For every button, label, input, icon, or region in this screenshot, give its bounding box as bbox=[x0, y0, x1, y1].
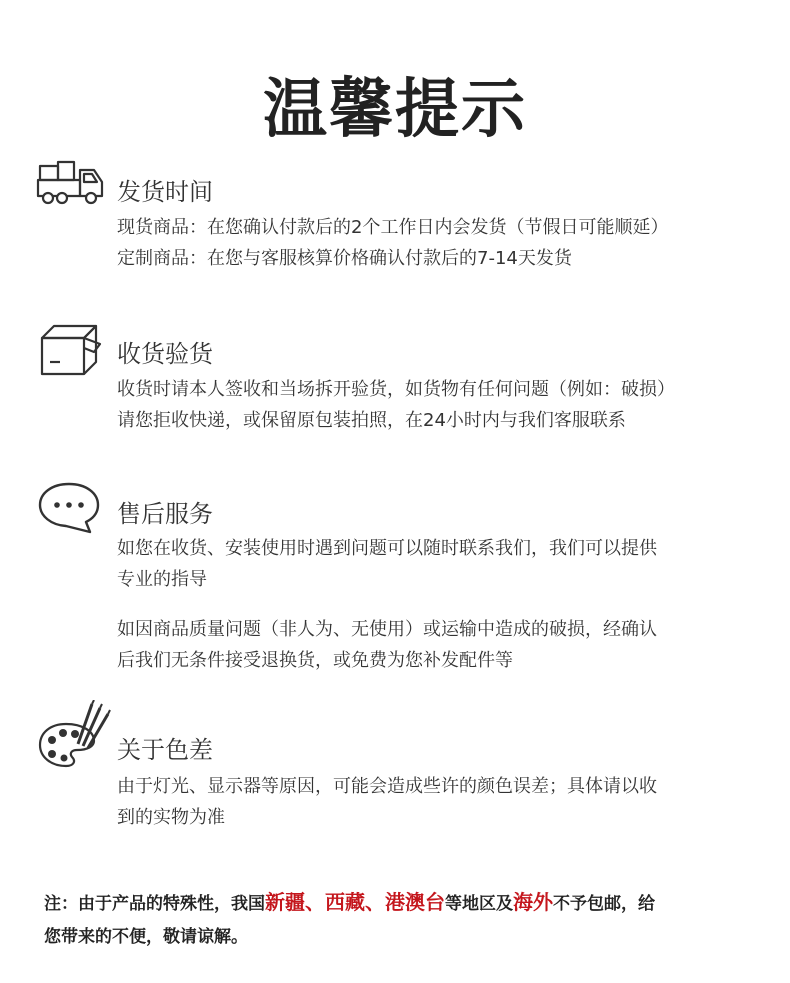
note-text: 注：由于产品的特殊性，我国 bbox=[44, 894, 265, 914]
section-text bbox=[117, 533, 767, 595]
text-line: 定制商品：在您与客服核算价格确认付款后的7-14天发货 bbox=[117, 248, 572, 269]
text-line: 到的实物为准 bbox=[117, 807, 225, 828]
text-line: 如您在收货、安装使用时遇到问题可以随时联系我们，我们可以提供 bbox=[117, 538, 657, 559]
section-text bbox=[117, 374, 767, 436]
text-line: 请您拒收快递，或保留原包装拍照，在24小时内与我们客服联系 bbox=[117, 410, 626, 431]
paint-palette-icon bbox=[36, 700, 112, 772]
section-text bbox=[117, 771, 767, 833]
package-box-icon bbox=[36, 322, 104, 378]
note-line-2: 您带来的不便，敬请谅解。 bbox=[44, 927, 248, 947]
text-line: 由于灯光、显示器等原因，可能会造成些许的颜色误差；具体请以收 bbox=[117, 776, 657, 797]
section-heading: 关于色差 bbox=[117, 736, 213, 764]
text-line: 现货商品：在您确认付款后的2个工作日内会发货（节假日可能顺延） bbox=[117, 217, 669, 238]
section-heading: 发货时间 bbox=[117, 178, 213, 206]
text-line: 如因商品质量问题（非人为、无使用）或运输中造成的破损，经确认 bbox=[117, 619, 657, 640]
note-line-1 bbox=[44, 886, 764, 921]
text-line: 专业的指导 bbox=[117, 569, 207, 590]
chat-bubble-icon bbox=[36, 480, 102, 534]
note-text: 等地区及 bbox=[445, 894, 513, 914]
section-heading: 售后服务 bbox=[117, 500, 213, 528]
note-overseas-highlight: 海外 bbox=[513, 890, 553, 914]
page-title: 温馨提示 bbox=[263, 73, 527, 147]
section-heading: 收货验货 bbox=[117, 340, 213, 368]
note-region-highlight: 新疆、西藏、港澳台 bbox=[265, 890, 445, 914]
text-line: 后我们无条件接受退换货，或免费为您补发配件等 bbox=[117, 650, 513, 671]
section-text-2 bbox=[117, 614, 767, 676]
section-text bbox=[117, 212, 767, 274]
text-line: 收货时请本人签收和当场拆开验货，如货物有任何问题（例如：破损） bbox=[117, 379, 675, 400]
note-text: 不予包邮，给 bbox=[553, 894, 655, 914]
shipping-note bbox=[44, 886, 764, 954]
delivery-truck-icon bbox=[36, 160, 106, 208]
